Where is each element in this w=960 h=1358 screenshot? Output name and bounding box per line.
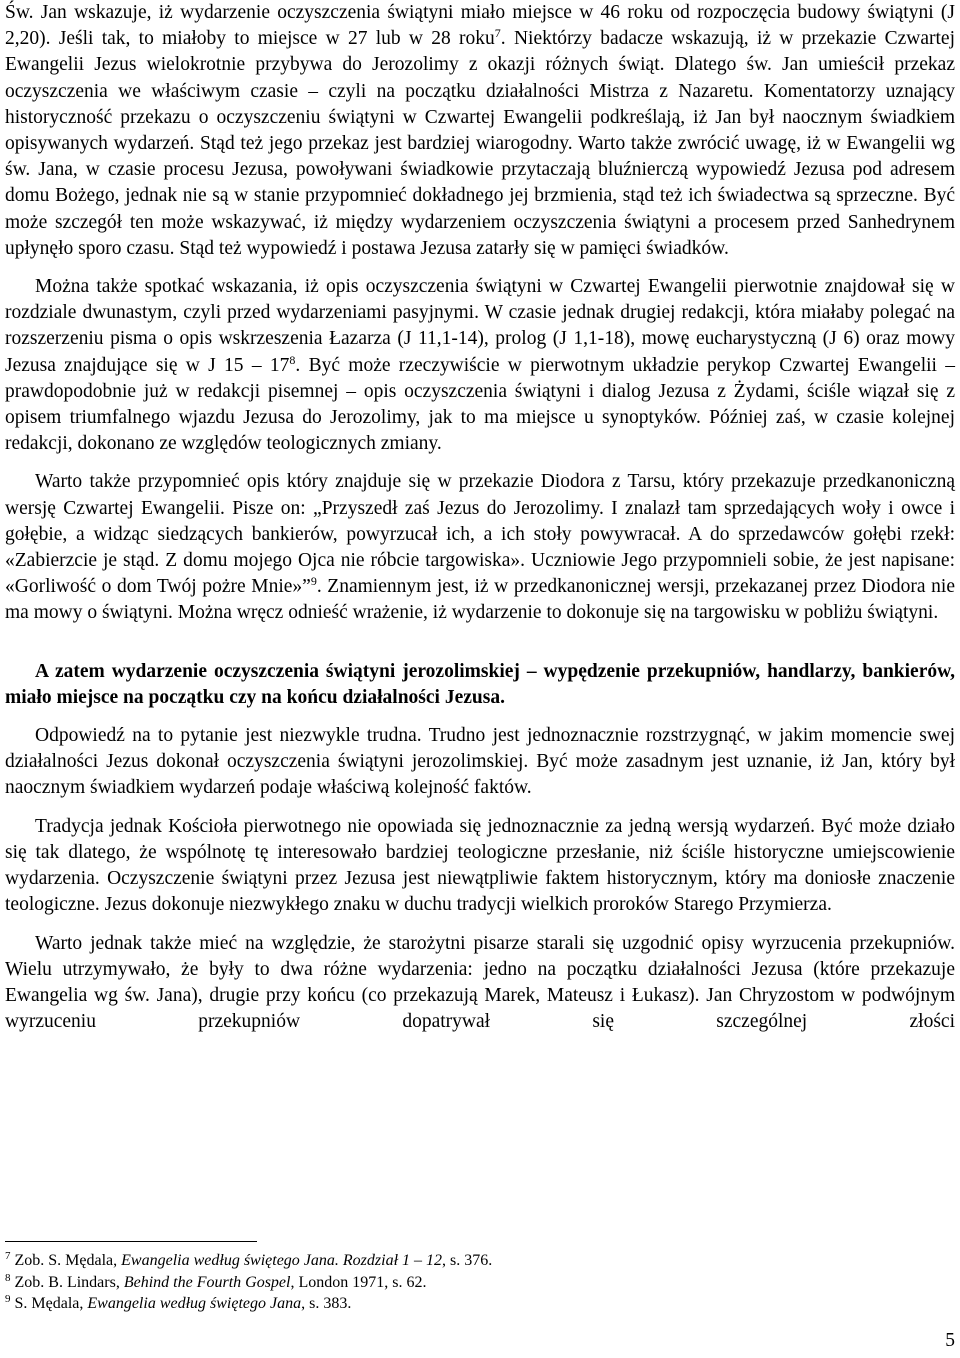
footnote-text: S. Mędala, [14, 1295, 88, 1312]
footnote-number: 8 [5, 1271, 11, 1284]
footnote-text: Zob. B. Lindars, [14, 1273, 124, 1291]
footnote-text: Zob. S. Mędala, [14, 1252, 122, 1269]
footnote-text: , London 1971, s. 62. [290, 1273, 427, 1291]
paragraph [5, 274, 955, 457]
footnote-text: , s. 376. [442, 1252, 493, 1269]
paragraph-text: . Znamiennym jest, iż w przedkanonicznej wersji, przekazanej przez Diodora nie ma mowy o świątyni. Można wręcz odnieść wrażenie, iż wydarzenie to dokonuje się na targowisku w pobliżu świątyni. [5, 576, 955, 624]
paragraph [5, 0, 955, 262]
page-body [5, 0, 955, 1035]
footnote [5, 1250, 955, 1272]
footnote-ref[interactable]: 7 [494, 26, 501, 41]
footnote-ref[interactable]: 9 [310, 574, 317, 589]
footnote-text: , s. 383. [301, 1295, 352, 1312]
paragraph-text: Warto także przypomnieć opis który znajduje się w przekazie Diodora z Tarsu, który przekazuje przedkanoniczną wersję Czwartej Ewangelii. Pisze on: „Przyszedł zaś Jezus do Jerozolimy. I znalazł tam sprzedających woły i owce i gołębie, a widząc siedzących bankierów, powyrzucał ich, a ich stoły powywracał. A do sprzedawców gołębi rzekł: «Zabierzcie je stąd. Z domu mojego Ojca nie róbcie targowiska». Uczniowie Jego przypomnieli sobie, że jest napisane: «Gorliwość o dom Twój pożre Mnie»” [5, 471, 955, 598]
paragraph-text: . Niektórzy badacze wskazują, iż w przekazie Czwartej Ewangelii Jezus wielokrotnie przybywa do Jerozolimy z okazji różnych świąt. Dlatego św. Jan umieścił przekaz oczyszczenia we właściwym czasie – czyli na początku działalności Mistrza z Nazaretu. Komentatorzy uznający historyczność przekazu o oczyszczeniu świątyni w Czwartej Ewangelii podkreślają, iż Jan był naocznym świadkiem opisywanych wydarzeń. Stąd też jego przekaz jest bardziej wiarogodny. Warto także zwrócić uwagę, iż w Ewangelii wg św. Jana, w czasie procesu Jezusa, powoływani świadkowie przytaczają bluźnierczą wypowiedź Jezusa pod adresem domu Bożego, jednak nie są w stanie przypomnieć dokładnego jej brzmienia, stąd też ich świadectwa są sprzeczne. Być może szczegół ten może wskazywać, iż między wydarzeniem oczyszczenia świątyni a procesem przed Sanhedrynem upłynęło sporo czasu. Stąd też wypowiedź i postawa Jezusa zatarły się w pamięci świadków. [5, 28, 955, 259]
footnotes [5, 1241, 955, 1315]
section-heading: A zatem wydarzenie oczyszczenia świątyni jerozolimskiej – wypędzenie przekupniów, handlarzy, bankierów, miało miejsce na początku czy na końcu działalności Jezusa. [5, 660, 955, 708]
footnote [5, 1293, 955, 1315]
footnote-title: Ewangelia według świętego Jana [87, 1295, 302, 1312]
footnote-separator [5, 1241, 257, 1242]
footnote [5, 1272, 955, 1294]
paragraph [5, 469, 955, 626]
footnote-number: 9 [5, 1293, 11, 1305]
footnote-title: Behind the Fourth Gospel [123, 1273, 291, 1291]
paragraph: Odpowiedź na to pytanie jest niezwykle trudna. Trudno jest jednoznacznie rozstrzygnąć, w jakim momencie swej działalności Jezus dokonał oczyszczenia świątyni jerozolimskiej. Być może zasadnym jest uznanie, iż Jan, który był naocznym świadkiem wydarzeń podaje właściwą kolejność faktów. [5, 725, 955, 799]
paragraph: Tradycja jednak Kościoła pierwotnego nie opowiada się jednoznacznie za jedną wersją wydarzeń. Być może działo się tak dlatego, że wspólnotę tę interesowało bardziej teologiczne przesłanie, niż ściśle historyczne umiejscowienie wydarzenia. Oczyszczenie świątyni przez Jezusa jest niewątpliwie faktem historycznym, który ma doniosłe znaczenie teologiczne. Jezus dokonuje niezwykłego znaku w duchu tradycji wielkich proroków Starego Przymierza. [5, 815, 955, 916]
paragraph-text: Św. Jan wskazuje, iż wydarzenie oczyszczenia świątyni miało miejsce w 46 roku od rozpoczęcia budowy świątyni (J 2,20). Jeśli tak, to miałoby to miejsce w 27 lub w 28 roku [5, 2, 955, 50]
footnote-title: Ewangelia według świętego Jana. Rozdział 1 – 12 [121, 1252, 443, 1269]
page-number: 5 [945, 1330, 955, 1351]
paragraph-text: . Być może rzeczywiście w pierwotnym układzie perykop Czwartej Ewangelii – prawdopodobnie już w redakcji pisemnej – opis oczyszczenia świątyni i dialog Jezusa z Żydami, ściśle wiązał się z opisem triumfalnego wjazdu Jezusa do Jerozolimy, jak to ma miejsce u synoptyków. Później zaś, w czasie kolejnej redakcji, dokonano ze względów teologicznych zmiany. [5, 354, 955, 455]
paragraph: Warto jednak także mieć na względzie, że starożytni pisarze starali się uzgodnić opisy wyrzucenia przekupniów. Wielu utrzymywało, że były to dwa różne wydarzenia: jedno na początku działalności Jezusa (które przekazuje Ewangelia wg św. Jana), drugie przy końcu (co przekazują Marek, Mateusz i Łukasz). Jan Chryzostom w podwójnym wyrzuceniu przekupniów dopatrywał się szczególnej złości [5, 932, 955, 1033]
footnote-ref[interactable]: 8 [289, 352, 296, 367]
footnote-number: 7 [5, 1250, 11, 1262]
paragraph-text: Można także spotkać wskazania, iż opis oczyszczenia świątyni w Czwartej Ewangelii pierwotnie znajdował się w rozdziale dwunastym, czyli przed wydarzeniami pasyjnymi. W czasie jednak drugiej redakcji, która miałaby polegać na rozszerzeniu pisma o opis wskrzeszenia Łazarza (J 11,1-14), prolog (J 1,1-18), mowę eucharystyczną (J 6) oraz mowy Jezusa znajdujące się w J 15 – 17 [5, 276, 955, 376]
